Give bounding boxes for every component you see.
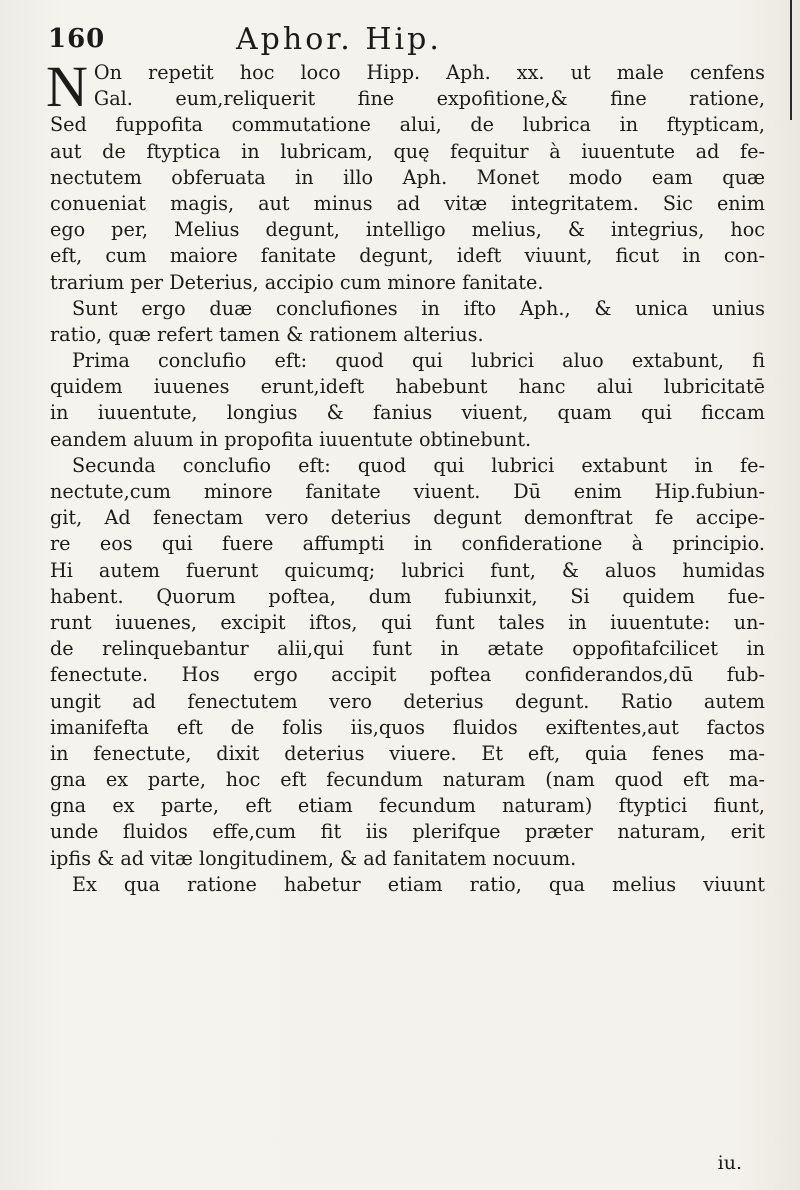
text-line: On repetit hoc loco Hipp. Aph. xx. ut male cenfens xyxy=(93,61,765,84)
running-head: Aphor. Hip. xyxy=(236,22,442,57)
text-line: Sunt ergo duæ conclufiones in ifto Aph., & unica unius xyxy=(72,296,765,320)
text-line: quidem iuuenes erunt,ideft habebunt hanc alui lubricitatē xyxy=(50,375,765,399)
text-line: Hi autem fuerunt quicumq; lubrici funt, & aluos humidas xyxy=(50,558,765,582)
text-line: Prima conclufio eft: quod qui lubrici aluo extabunt, fi xyxy=(72,349,765,373)
text-line: conueniat magis, aut minus ad vitæ integritatem. Sic enim xyxy=(50,191,765,215)
text-line: eandem aluum in propofita iuuentute obtinebunt. xyxy=(50,427,532,451)
text-line: in fenectute, dixit deterius viuere. Et eft, quia fenes ma- xyxy=(50,741,765,765)
text-line: eft, cum maiore fanitate degunt, ideft viuunt, ficut in con- xyxy=(50,244,765,268)
text-line: ipfis & ad vitæ longitudinem, & ad fanitatem nocuum. xyxy=(50,846,577,870)
text-line: ungit ad fenectutem vero deterius degunt. Ratio autem xyxy=(50,689,765,713)
text-line: in iuuentute, longius & fanius viuent, quam qui ficcam xyxy=(50,401,765,425)
text-line: ratio, quæ refert tamen & rationem alterius. xyxy=(50,322,484,346)
text-line: fenectute. Hos ergo accipit poftea confiderandos,dū fub- xyxy=(50,663,765,687)
page-edge-rule xyxy=(790,0,792,120)
text-line: unde fluidos effe,cum fit iis plerifque præter naturam, erit xyxy=(50,820,765,844)
text-line: Secunda conclufio eft: quod qui lubrici extabunt in fe- xyxy=(72,453,765,477)
text-line: Ex qua ratione habetur etiam ratio, qua melius viuunt xyxy=(72,872,765,896)
text-line: habent. Quorum poftea, dum fubiunxit, Si quidem fue- xyxy=(50,584,765,608)
text-line: ego per, Melius degunt, intelligo melius, & integrius, hoc xyxy=(50,218,765,242)
text-line: runt iuuenes, excipit iftos, qui funt tales in iuuentute: un- xyxy=(50,610,765,634)
text-line: nectutem obferuata in illo Aph. Monet modo eam quæ xyxy=(50,165,765,189)
text-line: trarium per Deterius, accipio cum minore fanitate. xyxy=(50,270,544,294)
text-line: gna ex parte, eft etiam fecundum naturam) ftyptici fiunt, xyxy=(50,794,765,818)
text-line: git, Ad fenectam vero deterius degunt demonftrat fe accipe- xyxy=(50,506,765,530)
text-line: re eos qui fuere affumpti in confideratione à principio. xyxy=(50,532,765,556)
page-number: 160 xyxy=(48,24,106,54)
text-line: nectute,cum minore fanitate viuent. Dū enim Hip.fubiun- xyxy=(50,480,765,503)
text-line: Sed fuppofita commutatione alui, de lubrica in ftypticam, xyxy=(50,113,765,137)
text-line: aut de ftyptica in lubricam, quę fequitur à iuuentute ad fe- xyxy=(50,139,765,163)
text-line: de relinquebantur alii,qui funt in ætate oppofitafcilicet in xyxy=(50,637,765,661)
text-line: Gal. eum,reliquerit fine expofitione,& fine ratione, xyxy=(93,87,765,111)
drop-capital: N xyxy=(46,54,88,119)
text-line: gna ex parte, hoc eft fecundum naturam (nam quod eft ma- xyxy=(50,768,765,792)
text-line: imanifefta eft de folis iis,quos fluidos exiftentes,aut factos xyxy=(50,715,765,739)
body-text xyxy=(46,54,765,898)
catchword: iu. xyxy=(717,1152,742,1174)
